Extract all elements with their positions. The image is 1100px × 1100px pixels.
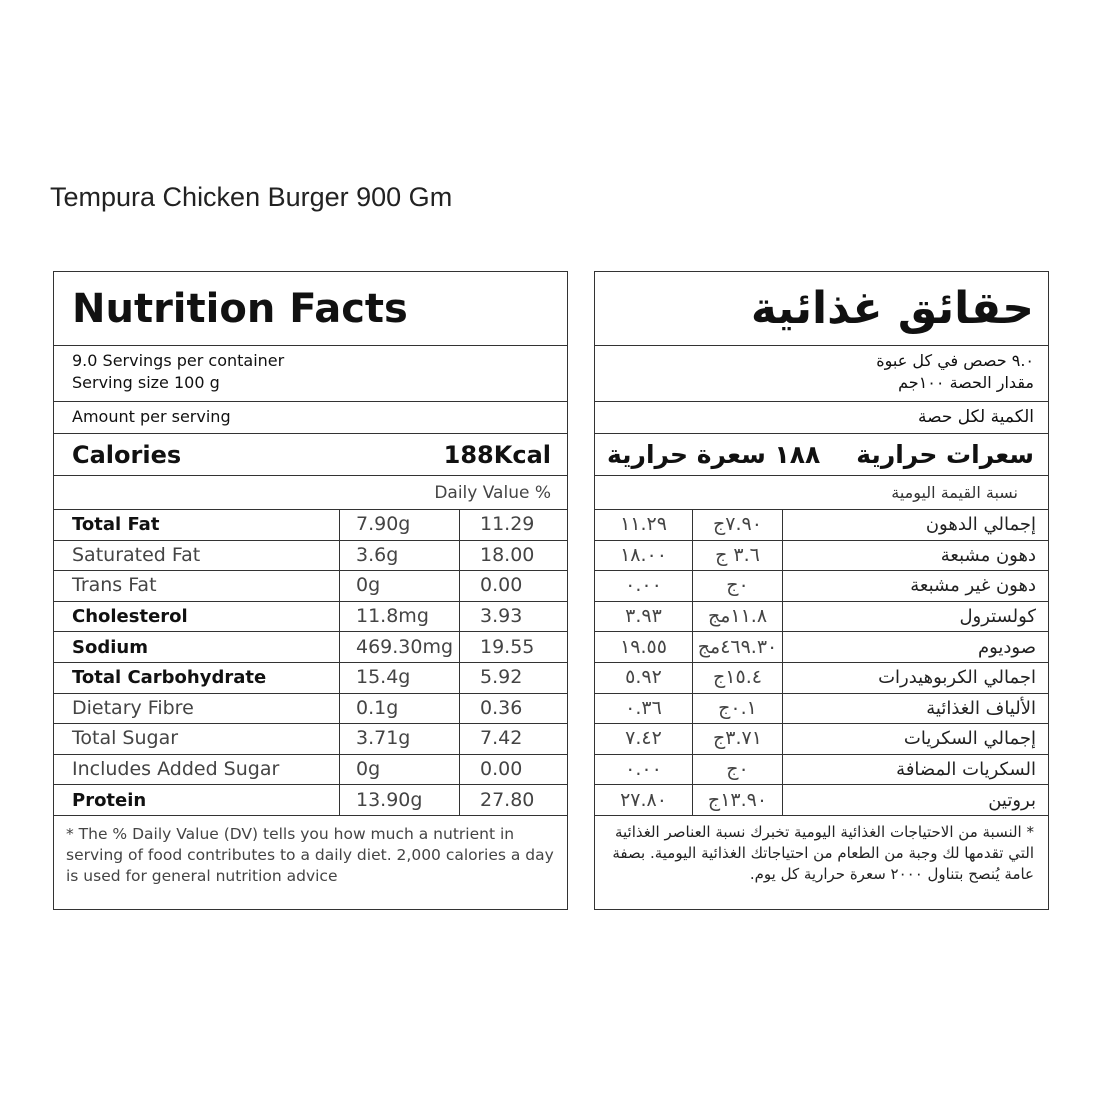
nutrient-row-cholesterol-arabic	[595, 601, 1048, 632]
calories-row-arabic	[595, 434, 1048, 476]
nutrient-daily-value: ٠.٣٦	[595, 693, 693, 724]
nutrient-row-total-sugar	[54, 724, 567, 755]
nutrient-row-dietary-fibre	[54, 693, 567, 724]
servings-per-container-arabic: ٩.٠ حصص في كل عبوة	[876, 351, 1034, 370]
nutrient-amount: 0.1g	[340, 693, 460, 724]
nutrition-facts-heading-arabic: حقائق غذائية	[595, 272, 1048, 346]
nutrients-table	[54, 510, 567, 816]
nutrient-name: كولسترول	[783, 601, 1049, 632]
nutrient-name: إجمالي السكريات	[783, 724, 1049, 755]
nutrient-amount: 15.4g	[340, 662, 460, 693]
nutrient-amount: 11.8mg	[340, 601, 460, 632]
daily-value-footnote: * The % Daily Value (DV) tells you how much a nutrient in serving of food contributes to a daily diet. 2,000 calories a day is used for general nutrition advice	[66, 824, 554, 885]
nutrient-row-total-carbohydrate	[54, 662, 567, 693]
nutrient-daily-value: 19.55	[460, 632, 568, 663]
nutrient-daily-value: ٥.٩٢	[595, 662, 693, 693]
product-title: Tempura Chicken Burger 900 Gm	[50, 182, 453, 212]
nutrient-row-trans-fat-arabic	[595, 571, 1048, 602]
nutrient-row-cholesterol	[54, 601, 567, 632]
calories-row	[54, 434, 567, 476]
serving-size: Serving size 100 g	[72, 373, 220, 392]
nutrient-row-saturated-fat	[54, 540, 567, 571]
serving-info-arabic	[595, 346, 1048, 402]
nutrient-name: دهون غير مشبعة	[783, 571, 1049, 602]
calories-label-arabic: سعرات حرارية	[856, 440, 1034, 469]
nutrient-daily-value: 27.80	[460, 785, 568, 816]
nutrient-daily-value: ١٩.٥٥	[595, 632, 693, 663]
nutrient-name: Cholesterol	[54, 601, 340, 632]
nutrient-amount: ١١.٨مج	[693, 601, 783, 632]
nutrient-name: Saturated Fat	[54, 540, 340, 571]
nutrient-daily-value: 18.00	[460, 540, 568, 571]
nutrient-row-total-fat-arabic	[595, 510, 1048, 540]
nutrient-name: Trans Fat	[54, 571, 340, 602]
nutrient-row-total-sugar-arabic	[595, 724, 1048, 755]
amount-per-serving-arabic: الكمية لكل حصة	[595, 402, 1048, 434]
nutrient-name: Total Sugar	[54, 724, 340, 755]
serving-size-arabic: مقدار الحصة ١٠٠جم	[898, 373, 1034, 392]
nutrient-daily-value: ٢٧.٨٠	[595, 785, 693, 816]
nutrient-daily-value: 3.93	[460, 601, 568, 632]
calories-label: Calories	[72, 440, 182, 469]
nutrient-name: بروتين	[783, 785, 1049, 816]
nutrient-daily-value: ٠.٠٠	[595, 571, 693, 602]
nutrient-daily-value: 0.00	[460, 754, 568, 785]
nutrient-name: Total Carbohydrate	[54, 662, 340, 693]
nutrient-name: Protein	[54, 785, 340, 816]
nutrient-amount: ٠.١ج	[693, 693, 783, 724]
nutrient-row-saturated-fat-arabic	[595, 540, 1048, 571]
nutrient-amount: 3.71g	[340, 724, 460, 755]
nutrient-name: Sodium	[54, 632, 340, 663]
nutrient-daily-value: ٣.٩٣	[595, 601, 693, 632]
nutrients-table-arabic	[595, 510, 1048, 816]
nutrient-amount: ١٥.٤ج	[693, 662, 783, 693]
nutrient-daily-value: ١١.٢٩	[595, 510, 693, 540]
nutrient-daily-value: ١٨.٠٠	[595, 540, 693, 571]
nutrient-amount: ٧.٩٠ج	[693, 510, 783, 540]
nutrient-name: Includes Added Sugar	[54, 754, 340, 785]
nutrient-amount: 0g	[340, 754, 460, 785]
daily-value-footnote-arabic: * النسبة من الاحتياجات الغذائية اليومية تخبرك نسبة العناصر الغذائية التي تقدمها لك وجبة من الطعام من احتياجاتك الغذائية اليومية. بصفة عامة يُنصح بتناول ٢٠٠٠ سعرة حرارية كل يوم.	[612, 822, 1034, 883]
nutrient-row-added-sugar-arabic	[595, 754, 1048, 785]
serving-info	[54, 346, 567, 402]
nutrient-amount: 7.90g	[340, 510, 460, 540]
nutrient-row-trans-fat	[54, 571, 567, 602]
nutrient-amount: 3.6g	[340, 540, 460, 571]
nutrient-name: إجمالي الدهون	[783, 510, 1049, 540]
daily-value-header-arabic: نسبة القيمة اليومية	[595, 476, 1048, 510]
servings-per-container: 9.0 Servings per container	[72, 351, 285, 370]
calories-value-arabic: ١٨٨ سعرة حرارية	[607, 440, 821, 469]
nutrient-daily-value: 5.92	[460, 662, 568, 693]
nutrient-name: السكريات المضافة	[783, 754, 1049, 785]
nutrient-row-dietary-fibre-arabic	[595, 693, 1048, 724]
nutrient-name: دهون مشبعة	[783, 540, 1049, 571]
calories-value: 188Kcal	[443, 440, 551, 469]
nutrient-amount: 0g	[340, 571, 460, 602]
nutrient-daily-value: ٠.٠٠	[595, 754, 693, 785]
nutrition-facts-panel-english	[53, 271, 568, 910]
nutrient-name: Dietary Fibre	[54, 693, 340, 724]
nutrient-amount: ٠ج	[693, 754, 783, 785]
nutrient-row-total-carbohydrate-arabic	[595, 662, 1048, 693]
nutrient-amount: 13.90g	[340, 785, 460, 816]
nutrient-name: صوديوم	[783, 632, 1049, 663]
nutrient-row-added-sugar	[54, 754, 567, 785]
nutrient-amount: ٠ج	[693, 571, 783, 602]
nutrient-row-protein	[54, 785, 567, 816]
nutrient-amount: 469.30mg	[340, 632, 460, 663]
nutrition-facts-panel-arabic	[594, 271, 1049, 910]
nutrient-daily-value: ٧.٤٢	[595, 724, 693, 755]
nutrient-daily-value: 0.00	[460, 571, 568, 602]
nutrient-amount: ١٣.٩٠ج	[693, 785, 783, 816]
nutrient-name: الألياف الغذائية	[783, 693, 1049, 724]
nutrition-facts-heading: Nutrition Facts	[54, 272, 567, 346]
daily-value-header: Daily Value %	[54, 476, 567, 510]
amount-per-serving: Amount per serving	[54, 402, 567, 434]
nutrient-row-sodium-arabic	[595, 632, 1048, 663]
nutrient-daily-value: 0.36	[460, 693, 568, 724]
nutrient-row-total-fat	[54, 510, 567, 540]
nutrient-amount: ٤٦٩.٣٠مج	[693, 632, 783, 663]
nutrient-amount: ٣.٦ ج	[693, 540, 783, 571]
nutrient-row-sodium	[54, 632, 567, 663]
nutrient-name: اجمالي الكربوهيدرات	[783, 662, 1049, 693]
nutrient-amount: ٣.٧١ج	[693, 724, 783, 755]
nutrient-row-protein-arabic	[595, 785, 1048, 816]
nutrient-daily-value: 7.42	[460, 724, 568, 755]
nutrient-daily-value: 11.29	[460, 510, 568, 540]
nutrient-name: Total Fat	[54, 510, 340, 540]
